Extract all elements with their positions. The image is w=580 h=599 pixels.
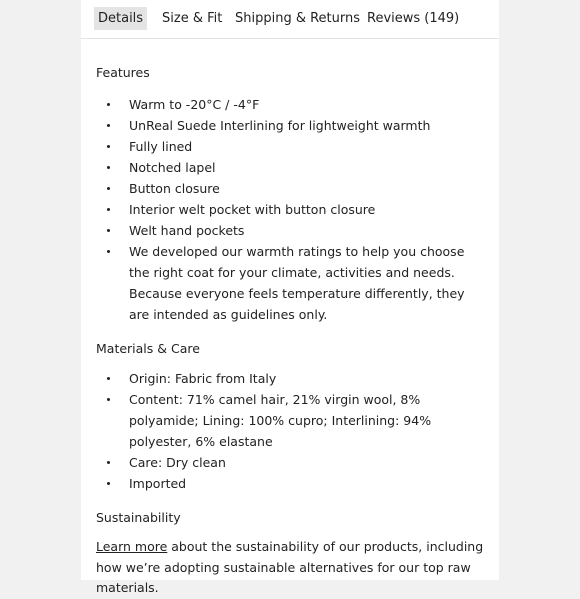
list-item [96,220,488,241]
bullet-icon [107,124,110,127]
features-list [96,94,488,325]
bullet-icon [107,166,110,169]
feature-text: Interior welt pocket with button closure [129,202,376,217]
list-item [96,157,488,178]
tab-bar [0,0,580,38]
bullet-icon [107,250,110,253]
bullet-icon [107,187,110,190]
list-item [96,115,488,136]
learn-more-link[interactable]: Learn more [96,539,168,554]
feature-text: Welt hand pockets [129,223,245,238]
tab-details[interactable]: Details [94,7,147,30]
bullet-icon [107,208,110,211]
bullet-icon [107,461,110,464]
tab-reviews[interactable]: Reviews (149) [367,11,460,26]
list-item [96,199,488,220]
list-item [96,452,488,473]
tab-shipping-returns[interactable]: Shipping & Returns [235,11,361,26]
bullet-icon [107,229,110,232]
materials-list [96,368,488,494]
feature-text: Button closure [129,181,220,196]
material-text: Origin: Fabric from Italy [129,371,277,386]
bullet-icon [107,377,110,380]
feature-text: We developed our warmth ratings to help you choose the right coat for your climate, activities and needs. Because everyone feels temperature differently, they are intended as guidelines only. [129,244,465,322]
materials-title: Materials & Care [96,341,200,356]
material-text: Content: 71% camel hair, 21% virgin wool, 8% polyamide; Lining: 100% cupro; Interlining: 94% polyester, 6% elastane [129,392,432,449]
list-item [96,473,488,494]
features-title: Features [96,65,150,80]
list-item [96,94,488,115]
list-item [96,368,488,389]
details-content [96,58,488,599]
sustainability-section [96,508,488,599]
list-item [96,136,488,157]
list-item [96,178,488,199]
materials-section [96,339,488,494]
sustainability-text: about the sustainability of our products, including how we’re adopting sustainable alternatives for our top raw materials. [96,539,484,595]
features-section [96,63,488,325]
feature-text: Notched lapel [129,160,216,175]
feature-text: Fully lined [129,139,193,154]
tab-size-fit[interactable]: Size & Fit [162,11,223,26]
feature-text: UnReal Suede Interlining for lightweight warmth [129,118,431,133]
bullet-icon [107,103,110,106]
bullet-icon [107,482,110,485]
material-text: Imported [129,476,187,491]
sustainability-paragraph [96,537,488,599]
bullet-icon [107,145,110,148]
material-text: Care: Dry clean [129,455,226,470]
feature-text: Warm to -20°C / -4°F [129,97,260,112]
list-item [96,241,488,325]
tab-divider [81,38,499,39]
list-item [96,389,488,452]
sustainability-title: Sustainability [96,510,181,525]
bullet-icon [107,398,110,401]
